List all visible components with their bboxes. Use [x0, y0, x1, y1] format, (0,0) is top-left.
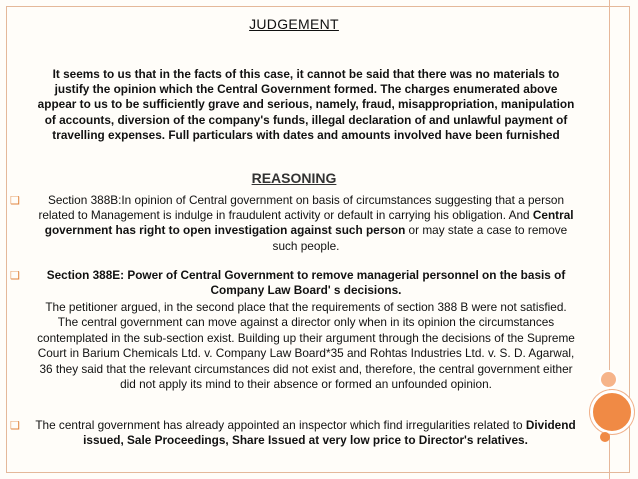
bullet-icon: ❑ — [10, 195, 20, 207]
petitioner-paragraph: The petitioner argued, in the second place that the requirements of section 388 B were not satisfied. The central government can move against a director only when in its opinion the circumstances contemplated in the sub-section exist. Building up their argument through the decisions of the Supreme Court in Barium Chemicals Ltd. v. Company Law Board*35 and Rohtas Industries Ltd. v. S. D. Agarwal, 36 they said that the relevant circumstances did not exist and, therefore, the central government either did not apply its mind to their absence or formed an unfounded opinion. — [37, 300, 575, 392]
item3-text: The central government has already appointed an inspector which find irregularities related to — [35, 418, 526, 432]
bullet-icon: ❑ — [10, 270, 20, 282]
item3-bold: Dividend issued, Sale Proceedings, Share Issued at very low price to Director's relatives. — [83, 418, 576, 448]
decorative-circle-small — [599, 370, 618, 389]
judgement-paragraph: It seems to us that in the facts of this case, it cannot be said that there was no materials to justify the opinion which the Central Government formed. The charges enumerated above appear to us to be sufficiently grave and serious, namely, fraud, misappropriation, manipulation of accounts, diversion of the company's funds, illegal declaration of and unlawful payment of travelling expenses. Full particulars with dates and amounts involved have been furnished — [37, 67, 575, 142]
bullet-item-388b — [36, 193, 576, 254]
decorative-circle-tiny — [600, 432, 610, 442]
decorative-circle-large — [590, 390, 634, 434]
reasoning-heading: REASONING — [251, 170, 337, 186]
bullet-icon: ❑ — [10, 420, 20, 432]
item1-text: Section 388B:In opinion of Central government on basis of circumstances suggesting that a person related to Management is indulge in fraudulent activity or default in carrying his obligation. And — [38, 193, 565, 223]
item1-bold: Central government has right to open investigation against such person — [44, 208, 574, 238]
bullet-item-388e: Section 388E: Power of Central Government to remove managerial personnel on the basis of Company Law Board' s decisions. — [46, 268, 566, 298]
bullet-item-inspector — [28, 418, 583, 448]
slide-title: JUDGEMENT — [249, 16, 339, 32]
item1-tail: or may state a case to remove such people. — [272, 223, 568, 253]
